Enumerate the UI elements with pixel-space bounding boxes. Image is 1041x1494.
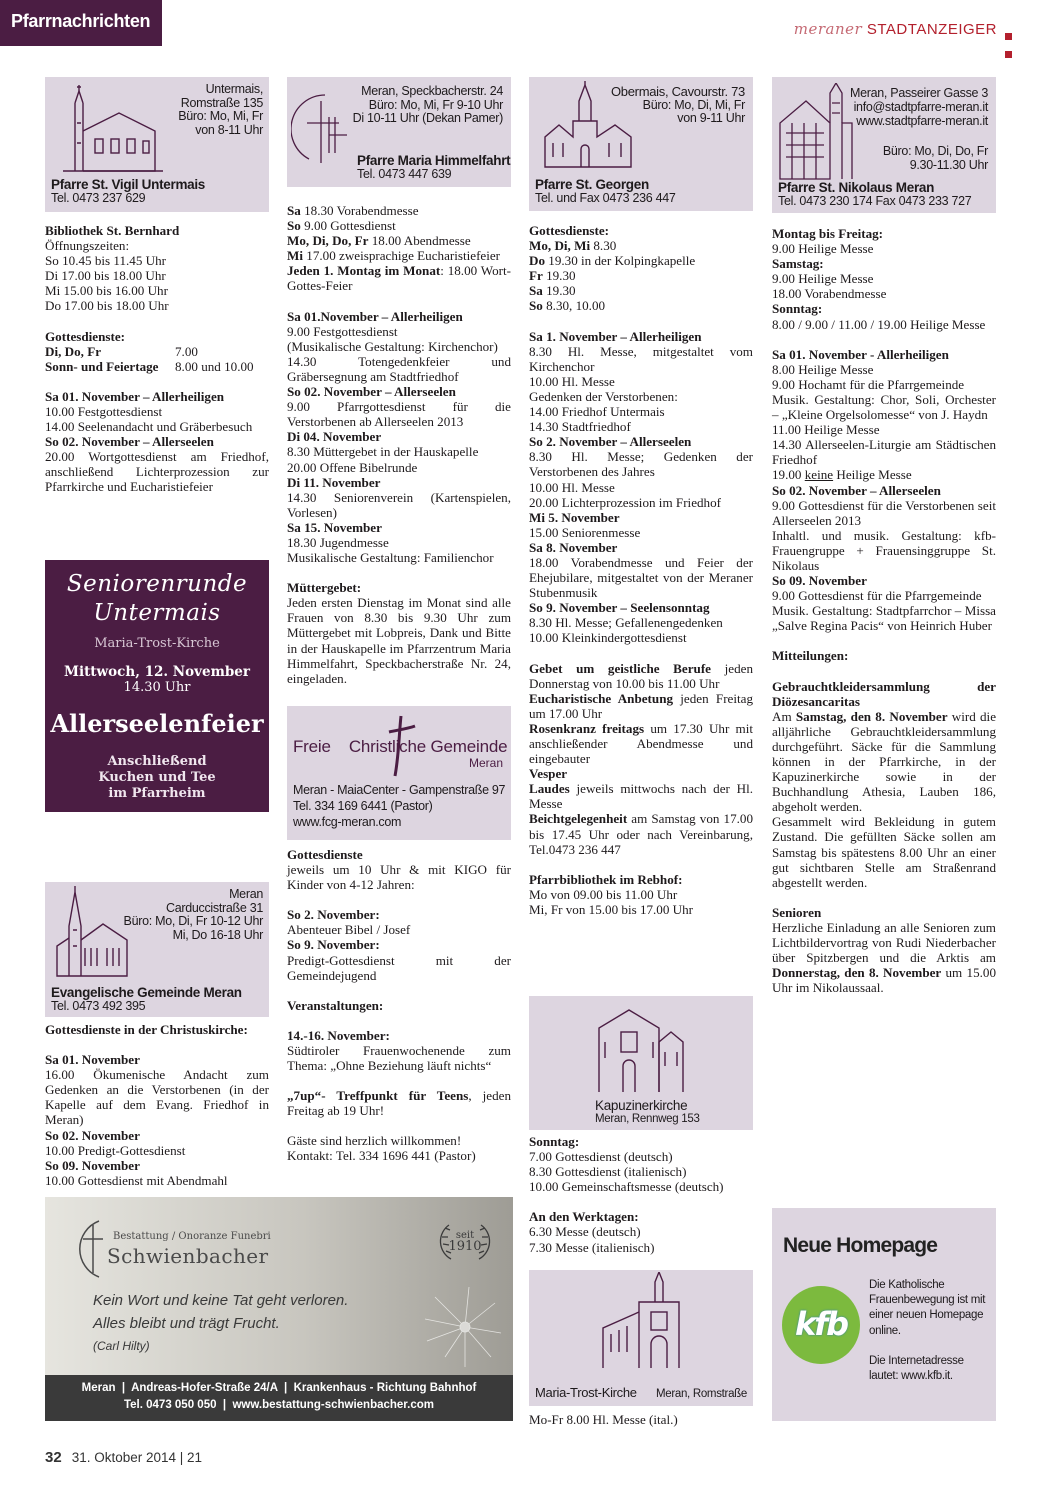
schedule-line: Musik. Gestaltung: Stadtpfarrchor – Missa „Salve Regina Pacis“ von Heinrich Huber — [772, 603, 996, 634]
schedule-line: 20.00 Wortgottesdienst am Friedhof, anschließend Lichterprozession zur Pfarrkirche und Eucharistiefeier — [45, 449, 269, 495]
schedule-line: Jeden 1. Montag im Monat: 18.00 Wort-Gottes-Feier — [287, 263, 512, 294]
schedule-line: Am Samstag, den 8. November wird die alljährliche Gebrauchtkleidersammlung durchgeführt. Säcke für die Sammlung können in der Pfarrkirche, in der Kapuzinerkirche sowie in der Buchhandlung Athesia, Lauben 186, abgeholt werden. — [772, 708, 997, 815]
vigil-office-hours: Büro: Mo, Mi, Fr — [178, 109, 263, 123]
senioren-text: Herzliche Einladung an alle Senioren zum Lichtbildervortrag von Rudi Niederbacher über Spitzbergen und die Arktis am Donnerstag, den 8. November um 15.00 Uhr im Nikolaussaal. — [772, 919, 996, 996]
schedule-line: 10.00 Gemeinschaftsmesse (deutsch) — [529, 1179, 724, 1195]
schedule-line: 18.00 Vorabendmesse — [772, 286, 887, 302]
vigil-schedule — [45, 223, 269, 495]
schedule-line: So 2. November – Allerseelen — [529, 434, 692, 450]
schedule-line: Müttergebet: — [287, 580, 362, 596]
schedule-line: 19.00 keine Heilige Messe — [772, 467, 912, 483]
himmelfahrt-parish-name: Pfarre Maria Himmelfahrt — [357, 153, 511, 168]
kfb-heading: Neue Homepage — [783, 1234, 938, 1257]
schedule-line: Sonn- und Feiertage 8.00 und 10.00 — [45, 358, 254, 374]
schedule-line: 10.00 Kleinkindergottesdienst — [529, 630, 687, 646]
schedule-line: 18.00 Vorabendmesse und Feier der Ehejubilare, mitgestaltet von der Meraner Stubenmusik — [529, 554, 753, 601]
georgen-office-hours: von 9-11 Uhr — [677, 111, 745, 125]
kfb-address-text: Die Internetadresse lautet: www.kfb.it. — [869, 1354, 964, 1383]
schedule-line: 14.00 Friedhof Untermais — [529, 404, 665, 420]
schedule-line: „7up“- Treffpunkt für Teens, jeden Freitag ab 19 Uhr! — [287, 1088, 511, 1119]
nikolaus-website: www.stadtpfarre-meran.it — [856, 114, 988, 128]
schedule-line: So 02. November — [45, 1127, 140, 1143]
georgen-info-box — [529, 77, 753, 211]
georgen-schedule — [529, 223, 753, 917]
georgen-parish-name: Pfarre St. Georgen — [535, 177, 649, 192]
mariatrost-info-box — [529, 1270, 753, 1406]
schedule-line: Do 17.00 bis 18.00 Uhr — [45, 298, 169, 314]
vigil-office-hours: von 8-11 Uhr — [195, 122, 263, 137]
schedule-line: 8.30 Hl. Messe; Gedenken der Verstorbenen des Jahres — [529, 449, 753, 480]
schedule-line: 9.00 Festgottesdienst — [287, 323, 398, 339]
schedule-line: So 02. November – Allerseelen — [772, 482, 941, 498]
kfb-homepage-box — [772, 1208, 996, 1421]
seniorenrunde-ad: Seniorenrunde Untermais Maria-Trost-Kirche Mittwoch, 12. November 14.30 Uhr Allerseelenfeier Anschließend Kuchen und Tee im Pfarrheim — [45, 560, 269, 812]
section-title: Pfarrnachrichten — [0, 0, 162, 46]
schedule-line: An den Werktagen: — [529, 1209, 639, 1225]
evang-info-box — [45, 882, 269, 1017]
schedule-line: Musik. Gestaltung: Chor, Soli, Orchester – „Kleine Orgelsolomesse“ von J. Haydn — [772, 391, 996, 423]
schedule-line: Gebet um geistliche Berufe jeden Donnerstag von 10.00 bis 11.00 Uhr — [529, 660, 753, 691]
schedule-line: 8.00 Heilige Messe — [772, 361, 874, 377]
schedule-line: Inhaltl. und musik. Gestaltung: kfb-Frauengruppe + Frauensinggruppe St. Nikolaus — [772, 527, 996, 573]
schedule-line: 20.00 Offene Bibelrunde — [287, 459, 418, 475]
ad-brand-name: Schwienbacher — [107, 1244, 269, 1268]
masthead-logo: meraner STADTANZEIGER — [793, 20, 997, 38]
schedule-line: So 02. November – Allerseelen — [45, 434, 214, 450]
vigil-phone: Tel. 0473 237 629 — [51, 190, 146, 205]
schedule-line: 14.00 Seelenandacht und Gräberbesuch — [45, 419, 253, 435]
nikolaus-email: info@stadtpfarre-meran.it — [853, 100, 988, 114]
page-footer: 32 31. Oktober 2014 | 21 — [45, 1449, 203, 1466]
himmelfahrt-office-hours: Di 10-11 Uhr (Dekan Pamer) — [352, 111, 503, 125]
kfb-text: Die Katholische Frauenbewegung ist mit einer neuen Homepage online. — [869, 1279, 986, 1337]
schedule-line: Sonntag: — [529, 1134, 580, 1149]
schedule-line: jeweils um 10 Uhr & mit KIGO für Kinder von 4-12 Jahren: — [287, 862, 511, 893]
nikolaus-info-box — [772, 77, 996, 213]
vigil-address-line: Romstraße 135 — [180, 95, 263, 110]
schedule-line: Mi 17.00 zweisprachige Eucharistiefeier — [287, 248, 501, 264]
church-sketch-icon — [51, 886, 131, 982]
kapuziner-schedule — [529, 1134, 753, 1255]
schedule-line: Bibliothek St. Bernhard — [45, 223, 180, 238]
evang-office-hours: Mi, Do 16-18 Uhr — [172, 927, 263, 942]
mariatrost-church-name: Maria-Trost-Kirche — [535, 1385, 637, 1400]
schedule-line: Mo von 09.00 bis 11.00 Uhr — [529, 886, 678, 902]
schedule-line: 10.00 Hl. Messe — [529, 373, 615, 389]
schedule-line: 10.00 Predigt-Gottesdienst — [45, 1142, 186, 1158]
schedule-line: 10.00 Hl. Messe — [529, 479, 615, 495]
schedule-line: 9.00 Gottesdienst für die Pfarrgemeinde — [772, 588, 982, 604]
church-sketch-icon — [776, 83, 856, 183]
schedule-line: Sa 01. November - Allerheiligen — [772, 346, 949, 362]
schedule-line: Laudes jeweils mittwochs nach der Hl. Messe — [529, 781, 753, 812]
schwienbacher-ad — [45, 1197, 513, 1421]
church-sketch-icon — [599, 1272, 689, 1372]
schedule-line: 18.30 Jugendmesse — [287, 534, 389, 550]
schedule-line: Sa 01. November — [45, 1052, 140, 1068]
schedule-line: Montag bis Freitag: — [772, 226, 884, 241]
schedule-line: 14.30 Totengedenkfeier und Gräbersegnung am Stadtfriedhof — [287, 353, 511, 384]
schedule-line: 9.00 Heilige Messe — [772, 241, 874, 257]
georgen-address: Obermais, Cavourstr. 73 — [611, 84, 745, 99]
church-sketch-icon — [53, 83, 165, 183]
kapuziner-church-name: Kapuzinerkirche — [595, 1098, 688, 1113]
evang-schedule — [45, 1022, 269, 1188]
schedule-line: Südtiroler Frauenwochenende zum Thema: „Ohne Beziehung läuft nichts“ — [287, 1042, 511, 1074]
schedule-line: 8.30 Müttergebet in der Hauskapelle — [287, 444, 479, 460]
schedule-line: 8.00 / 9.00 / 11.00 / 19.00 Heilige Messe — [772, 316, 986, 332]
schedule-line: Fr 19.30 — [529, 268, 576, 284]
vigil-info-box — [45, 77, 269, 212]
schedule-line: So 2. November: — [287, 907, 380, 923]
schedule-line: Samstag: — [772, 256, 824, 272]
schedule-line: 15.00 Seniorenmesse — [529, 524, 641, 540]
ad-brand-subtitle: Bestattung / Onoranze Funebri — [113, 1231, 271, 1242]
schedule-line: Eucharistische Anbetung jeden Freitag um 17.00 Uhr — [529, 690, 753, 721]
schedule-line: Gottesdienste: — [529, 223, 610, 238]
schedule-line: 8.30 Hl. Messe, mitgestaltet vom Kirchenchor — [529, 343, 753, 374]
himmelfahrt-phone: Tel. 0473 447 639 — [357, 166, 452, 181]
schedule-line: 9.00 Heilige Messe — [772, 271, 874, 287]
kapuziner-info-box — [529, 996, 753, 1130]
schedule-line: 7.00 Gottesdienst (deutsch) — [529, 1149, 673, 1165]
schedule-line: 16.00 Ökumenische Andacht zum Gedenken an die Verstorbenen (in der Kapelle auf dem Evang. Friedhof in Meran) — [45, 1067, 269, 1128]
fcg-website: www.fcg-meran.com — [293, 815, 402, 829]
vigil-parish-name: Pfarre St. Vigil Untermais — [51, 177, 206, 192]
schedule-line: 10.00 Gottesdienst mit Abendmahl — [45, 1172, 228, 1188]
fcg-address: Meran - MaiaCenter - Gampenstraße 97 — [293, 783, 506, 797]
nikolaus-phone: Tel. 0473 230 174 Fax 0473 233 727 — [778, 193, 972, 208]
schedule-line: 14.30 Allerseelen-Liturgie am Städtischen Friedhof — [772, 437, 996, 468]
schedule-line: Pfarrbibliothek im Rebhof: — [529, 871, 683, 887]
schedule-line: 8.30 Hl. Messe; Gefallenengedenken — [529, 615, 723, 631]
himmelfahrt-office-hours: Büro: Mo, Mi, Fr 9-10 Uhr — [368, 97, 503, 112]
ad-seal-text: seit 1910 — [448, 1230, 482, 1254]
schedule-line: Sa 01.November – Allerheiligen — [287, 308, 463, 324]
schedule-line: Di 11. November — [287, 474, 381, 490]
evang-parish-name: Evangelische Gemeinde Meran — [51, 985, 242, 1000]
fcg-info-box — [287, 706, 511, 840]
schedule-line: Mitteilungen: — [772, 648, 849, 664]
schedule-line: So 9. November – Seelensonntag — [529, 600, 710, 616]
ad-contact-bar: Meran | Andreas-Hofer-Straße 24/A | Krankenhaus - Richtung Bahnhof Tel. 0473 050 050 | www.bestattung-schwienbacher.com — [45, 1375, 513, 1421]
schedule-line: 9.00 Gottesdienst für die Verstorbenen seit Allerseelen 2013 — [772, 497, 996, 528]
schedule-line: Gottesdienste: — [45, 328, 126, 344]
schedule-line: 8.30 Gottesdienst (italienisch) — [529, 1164, 687, 1180]
schedule-line: So 10.45 bis 11.45 Uhr — [45, 253, 167, 269]
schedule-line: Do 19.30 in der Kolpingkapelle — [529, 253, 696, 269]
schedule-line: Vesper — [529, 766, 568, 782]
georgen-office-hours: Büro: Mo, Di, Mi, Fr — [642, 97, 745, 112]
himmelfahrt-address: Meran, Speckbacherstr. 24 — [361, 84, 503, 98]
schedule-line: Kontakt: Tel. 334 1696 441 (Pastor) — [287, 1148, 476, 1164]
schedule-line: So 8.30, 10.00 — [529, 298, 606, 314]
schedule-line: Mi 5. November — [529, 509, 620, 525]
evang-address-line: Carduccistraße 31 — [165, 900, 263, 915]
schedule-line: Beichtgelegenheit am Samstag von 17.00 bis 17.45 Uhr oder nach Vereinbarung, Tel.0473 236 447 — [529, 811, 753, 857]
fcg-phone: Tel. 334 169 6441 (Pastor) — [293, 799, 433, 813]
schedule-line: So 09. November — [45, 1157, 140, 1173]
cross-logo-icon — [291, 93, 361, 169]
schedule-line: Musikalische Gestaltung: Familienchor — [287, 550, 494, 566]
georgen-phone: Tel. und Fax 0473 236 447 — [535, 190, 676, 205]
masthead-squares — [1005, 27, 1027, 35]
schedule-line: Sa 15. November — [287, 519, 382, 535]
schedule-line: Predigt-Gottesdienst mit der Gemeindejugend — [287, 952, 511, 983]
schedule-line: Di 04. November — [287, 429, 382, 445]
fcg-logo: Freie Christliche Gemeinde — [293, 737, 508, 756]
schedule-line: Veranstaltungen: — [287, 997, 384, 1013]
schedule-line: 14.30 Stadtfriedhof — [529, 419, 631, 435]
schedule-line: 7.30 Messe (italienisch) — [529, 1239, 655, 1255]
schedule-line: So 02. November – Allerseelen — [287, 384, 456, 400]
schedule-line: 14.30 Seniorenverein (Kartenspielen, Vorlesen) — [287, 489, 511, 520]
schedule-line: Abenteuer Bibel / Josef — [287, 922, 411, 938]
schedule-line: Gäste sind herzlich willkommen! — [287, 1133, 462, 1149]
kapuziner-address: Meran, Rennweg 153 — [595, 1112, 700, 1125]
schedule-line: Rosenkranz freitags um 17.30 Uhr mit anschließender Abendmesse und eingebauter — [529, 720, 753, 767]
schedule-line: 9.00 Hochamt für die Pfarrgemeinde — [772, 376, 965, 392]
schedule-line: Gottesdienste — [287, 847, 363, 862]
schedule-line: Sa 18.30 Vorabendmesse — [287, 203, 419, 218]
schedule-line: Öffnungszeiten: — [45, 238, 130, 254]
schedule-line: Mo, Di, Mi 8.30 — [529, 238, 617, 254]
nikolaus-schedule — [772, 226, 996, 995]
schedule-line: So 9.00 Gottesdienst — [287, 218, 396, 234]
dandelion-icon — [405, 1267, 513, 1377]
schedule-line: 11.00 Heilige Messe — [772, 422, 880, 438]
church-sketch-icon — [593, 1002, 689, 1094]
schedule-line: Di, Do, Fr 7.00 — [45, 343, 198, 359]
schedule-line: Jeden ersten Dienstag im Monat sind alle Frauen von 8.30 bis 9.30 Uhr zum Müttergebet mit Lobpreis, Dank und Bitte in der Hauskapelle im Pfarrzentrum Maria Himmelfahrt, Speckbacherstraße Nr. 24, eingeladen. — [287, 595, 511, 686]
schedule-line: Sa 01. November – Allerheiligen — [45, 388, 225, 404]
schedule-line: Di 17.00 bis 18.00 Uhr — [45, 268, 166, 284]
schedule-line: 14.-16. November: — [287, 1027, 390, 1043]
himmelfahrt-info-box — [287, 77, 511, 187]
nikolaus-address: Meran, Passeirer Gasse 3 — [850, 86, 988, 100]
schedule-line: Sa 19.30 — [529, 283, 576, 299]
schedule-line: Mi 15.00 bis 16.00 Uhr — [45, 283, 168, 299]
schedule-line: Gesammelt wird Bekleidung in gutem Zustand. Die gefüllten Säcke sollen am Samstag bis spätestens 8.00 Uhr an einer gut sichtbaren Stelle am Straßenrand abgestellt werden. — [772, 814, 996, 890]
nikolaus-office-hours: Büro: Mo, Di, Do, Fr — [882, 144, 988, 158]
schedule-line: 9.00 Pfarrgottesdienst für die Verstorbenen ab Allerseelen 2013 — [287, 399, 511, 430]
evang-phone: Tel. 0473 492 395 — [51, 998, 146, 1013]
nikolaus-parish-name: Pfarre St. Nikolaus Meran — [778, 180, 935, 195]
schedule-line: Gebrauchtkleidersammlung der Diözesancaritas — [772, 678, 996, 709]
fcg-schedule — [287, 847, 511, 1164]
schedule-line: Mo, Di, Do, Fr 18.00 Abendmesse — [287, 233, 471, 249]
vigil-address-line: Untermais, — [205, 82, 263, 96]
schedule-line: 6.30 Messe (deutsch) — [529, 1224, 641, 1240]
mariatrost-schedule: Mo-Fr 8.00 Hl. Messe (ital.) — [529, 1412, 678, 1427]
schedule-line: So 09. November — [772, 573, 867, 589]
schedule-line: Gottesdienste in der Christuskirche: — [45, 1022, 248, 1037]
schedule-line: 20.00 Lichterprozession im Friedhof — [529, 494, 722, 510]
schedule-line: Gedenken der Verstorbenen: — [529, 388, 678, 404]
himmelfahrt-schedule — [287, 203, 511, 686]
mariatrost-address: Meran, Romstraße — [655, 1388, 747, 1400]
evang-address-line: Meran — [229, 887, 263, 901]
evang-office-hours: Büro: Mo, Di, Fr 10-12 Uhr — [123, 914, 263, 928]
nikolaus-office-hours: 9.30-11.30 Uhr — [909, 158, 988, 172]
schedule-line: Sa 8. November — [529, 539, 618, 555]
schedule-line: Mi, Fr von 15.00 bis 17.00 Uhr — [529, 901, 694, 917]
fcg-logo-city: Meran — [468, 756, 503, 770]
ad-slogan: Kein Wort und keine Tat geht verloren. Alles bleibt und trägt Frucht. (Carl Hilty) — [93, 1292, 349, 1353]
kfb-logo-text: kfb — [794, 1305, 848, 1343]
schedule-line: Sonntag: — [772, 301, 823, 317]
schedule-line: Sa 1. November – Allerheiligen — [529, 328, 702, 344]
schedule-line: Senioren — [772, 904, 822, 920]
schedule-line: (Musikalische Gestaltung: Kirchenchor) — [287, 338, 498, 354]
schedule-line: So 9. November: — [287, 937, 380, 953]
schedule-line: 10.00 Festgottesdienst — [45, 403, 163, 419]
